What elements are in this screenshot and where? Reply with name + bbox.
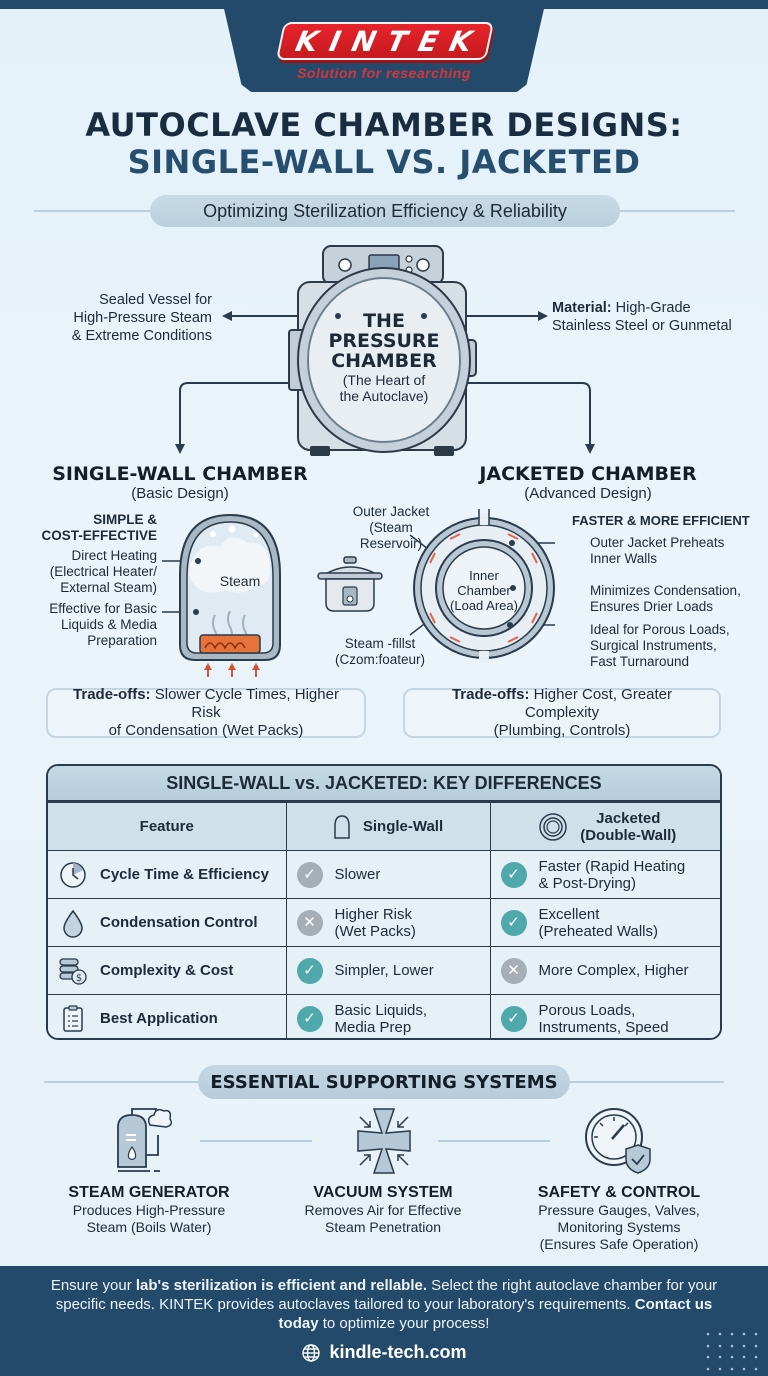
footer-contact-link[interactable]: Contact us today (278, 1296, 713, 1332)
check-icon: ✓ (501, 910, 527, 936)
single-wall-headline (20, 512, 157, 544)
system-desc: (Ensures Safe Operation) (539, 1236, 699, 1252)
check-icon: ✓ (501, 862, 527, 888)
coins-icon (58, 956, 88, 986)
note-line: Outer Jacket Preheats (590, 535, 725, 550)
footer-text-bold: lab's sterilization is efficient and rellable. (135, 1277, 428, 1294)
basic-liquids-note (10, 601, 157, 649)
feature-label: Condensation Control (100, 914, 258, 931)
system-title: STEAM GENERATOR (68, 1184, 230, 1201)
single-wall-cell (286, 899, 490, 947)
check-icon: ✓ (501, 1006, 527, 1032)
single-wall-title: SINGLE-WALL CHAMBER (52, 463, 308, 485)
header-label: (Double-Wall) (580, 826, 677, 844)
note-line: Liquids & Media (60, 617, 157, 632)
cell-text: Higher Risk (334, 905, 413, 923)
cell-text: & Post-Drying) (538, 874, 637, 892)
label-line: Inner (469, 568, 499, 583)
subtitle-pill: Optimizing Sterilization Efficiency & Reliability (150, 195, 620, 227)
logo-tagline: Solution for researching (297, 65, 471, 81)
condensation-note (590, 583, 768, 615)
note-bold: Material: (552, 300, 612, 316)
cell-text: (Wet Packs) (334, 922, 416, 940)
supporting-systems-title: ESSENTIAL SUPPORTING SYSTEMS (198, 1065, 570, 1099)
system-desc: Pressure Gauges, Valves, (538, 1202, 700, 1218)
tradeoff-text: Slower Cycle Times, Higher Risk (150, 686, 339, 721)
cell-text: Media Prep (334, 1018, 412, 1036)
note-line: Stainless Steel or Gunmetal (552, 318, 732, 334)
single-wall-subtitle: (Basic Design) (131, 485, 229, 502)
check-icon: ✓ (297, 958, 323, 984)
tradeoff-label: Trade-offs: (73, 686, 151, 703)
system-steam-generator (44, 1184, 254, 1236)
footer-cta-text (40, 1276, 728, 1333)
header-single-wall (286, 803, 490, 851)
jacketed-title: JACKETED CHAMBER (479, 463, 697, 485)
feature-label: Cycle Time & Efficiency (100, 866, 269, 883)
system-desc: Removes Air for Effective (304, 1202, 462, 1218)
pressure-chamber-sublabel (324, 372, 444, 404)
label-line: (Steam Reservoir) (359, 520, 423, 551)
system-title: VACUUM SYSTEM (313, 1184, 453, 1201)
x-icon: ✕ (501, 958, 527, 984)
cell-text: Faster (Rapid Heating (538, 857, 686, 875)
note-line: & Extreme Conditions (71, 328, 212, 344)
note-line: High-Grade (611, 300, 691, 316)
clipboard-icon (58, 1004, 88, 1034)
footer-text: Ensure your (50, 1277, 136, 1294)
system-title: SAFETY & CONTROL (537, 1184, 701, 1201)
pressure-chamber-label (324, 311, 444, 371)
preheats-note (590, 535, 768, 567)
page-title-line2: SINGLE-WALL VS. JACKETED (127, 143, 641, 181)
label-line: CHAMBER (331, 350, 437, 372)
feature-cell (48, 851, 286, 899)
system-desc: Steam (Boils Water) (86, 1219, 212, 1235)
note-line: (Electrical Heater/ (49, 564, 157, 579)
note-line: Inner Walls (590, 551, 658, 566)
material-note (552, 299, 762, 335)
table-header-row (48, 803, 722, 851)
website-text: kindle-tech.com (329, 1342, 467, 1362)
note-line: Ensures Drier Loads (590, 599, 714, 614)
logo-text: KINTEK (292, 24, 488, 58)
note-line: Direct Heating (71, 548, 157, 563)
cell-text: Slower (334, 866, 381, 883)
cell-text: Instruments, Speed (538, 1018, 669, 1036)
connector-line (438, 1140, 550, 1142)
header-feature: Feature (48, 803, 286, 851)
cell-text: Porous Loads, (538, 1001, 636, 1019)
table-row (48, 899, 722, 947)
svg-text:$: $ (75, 972, 83, 984)
kintek-logo[interactable] (276, 22, 494, 60)
note-line: Surgical Instruments, (590, 638, 717, 653)
direct-heating-note (10, 548, 157, 596)
system-desc: Steam Penetration (325, 1219, 441, 1235)
inner-chamber-label (444, 568, 524, 613)
header-label: Jacketed (596, 809, 661, 827)
comparison-grid (48, 802, 722, 1040)
jacketed-cell (490, 851, 722, 899)
feature-label: Complexity & Cost (100, 962, 234, 979)
single-wall-cell (286, 947, 490, 995)
label-line: Steam -fillst (344, 636, 416, 651)
note-line: Effective for Basic (49, 601, 157, 616)
x-icon: ✕ (297, 910, 323, 936)
system-desc: Produces High-Pressure (72, 1202, 226, 1218)
tradeoff-text: Higher Cost, Greater Complexity (524, 686, 673, 721)
divider (44, 1081, 204, 1083)
label-line: Chamber (457, 583, 511, 598)
steam-label: Steam (219, 573, 261, 589)
cell-text: Excellent (538, 905, 600, 923)
jacketed-headline: FASTER & MORE EFFICIENT (572, 513, 750, 528)
jacketed-tradeoffs (403, 688, 721, 738)
label-line: the Autoclave) (339, 388, 429, 404)
label-line: (Load Area) (450, 598, 518, 613)
feature-cell (48, 995, 286, 1041)
connector-line (200, 1140, 312, 1142)
steam-generator-icon (110, 1105, 190, 1177)
divider (615, 210, 735, 212)
headline-line: SIMPLE & (93, 512, 157, 527)
jacketed-cell (490, 899, 722, 947)
tradeoff-label: Trade-offs: (451, 686, 530, 703)
single-wall-tradeoffs (46, 688, 366, 738)
tradeoff-text: of Condensation (Wet Packs) (108, 722, 304, 739)
label-line: THE (363, 310, 405, 332)
footer-text: Select the right autoclave chamber for your specific needs. KINTEK provides autoclaves tailored to your laboratory's requirements. (55, 1277, 718, 1313)
note-line: External Steam) (60, 580, 157, 595)
note-line: Ideal for Porous Loads, (590, 622, 730, 637)
tradeoff-text: (Plumbing, Controls) (493, 722, 631, 739)
check-icon: ✓ (297, 862, 323, 888)
single-wall-icon (333, 814, 351, 840)
label-line: PRESSURE (328, 330, 440, 352)
headline-line: COST-EFFECTIVE (41, 528, 157, 543)
single-wall-cell (286, 851, 490, 899)
cell-text: (Preheated Walls) (538, 922, 658, 940)
single-wall-chamber-diagram (160, 505, 310, 680)
divider (564, 1081, 724, 1083)
clock-icon (58, 860, 88, 890)
label-line: (The Heart of (342, 372, 426, 388)
footer-text: to optimize your process! (318, 1315, 490, 1332)
cell-text: Basic Liquids, (334, 1001, 428, 1019)
note-line: Minimizes Condensation, (590, 583, 741, 598)
system-safety-control (514, 1184, 724, 1253)
feature-label: Best Application (100, 1010, 218, 1028)
table-row (48, 995, 722, 1041)
note-line: High-Pressure Steam (73, 310, 212, 326)
cell-text: Simpler, Lower (334, 962, 434, 979)
header-label: Single-Wall (362, 818, 444, 835)
website-link[interactable] (0, 1342, 768, 1363)
table-row (48, 851, 722, 899)
system-vacuum (278, 1184, 488, 1236)
comparison-table (46, 764, 722, 1040)
note-line: Fast Turnaround (590, 654, 690, 669)
cell-text: More Complex, Higher (538, 962, 689, 979)
jacketed-cell (490, 947, 722, 995)
page-title-line1: AUTOCLAVE CHAMBER DESIGNS: (85, 106, 683, 144)
porous-loads-note (590, 622, 768, 670)
label-line: (Czom:foateur) (334, 652, 426, 667)
jacketed-subtitle: (Advanced Design) (524, 485, 652, 502)
header-jacketed (490, 803, 722, 851)
table-row (48, 947, 722, 995)
note-line: Sealed Vessel for (99, 292, 212, 308)
gauge-shield-icon (582, 1105, 654, 1177)
droplet-icon (58, 908, 88, 938)
feature-cell (48, 947, 286, 995)
divider (34, 210, 154, 212)
jacketed-icon (538, 812, 568, 842)
autoclave-pot-icon (316, 555, 386, 615)
feature-cell (48, 899, 286, 947)
single-wall-cell (286, 995, 490, 1041)
globe-icon (301, 1343, 321, 1363)
table-title: SINGLE-WALL vs. JACKETED: KEY DIFFERENCES (48, 766, 720, 802)
check-icon: ✓ (297, 1006, 323, 1032)
sealed-vessel-note (40, 291, 212, 345)
jacketed-cell (490, 995, 722, 1041)
note-line: Preparation (87, 633, 157, 648)
decorative-dots (704, 1330, 764, 1374)
vacuum-icon (348, 1105, 420, 1177)
label-line: Outer Jacket (352, 504, 430, 519)
system-desc: Monitoring Systems (557, 1219, 681, 1235)
